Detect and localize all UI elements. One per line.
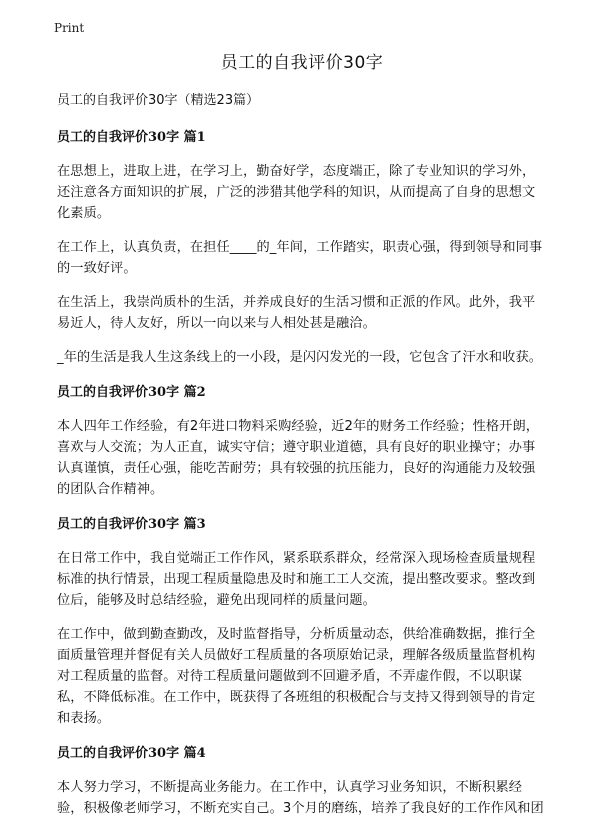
paragraph: 在工作中，做到勤查勤改，及时监督指导，分析质量动态，供给准确数据，推行全面质量管理并督促有关人员做好工程质量的各项原始记录，理解各级质量监督机构对工程质量的监督。对待工程质量问题做到不回避矛盾，不弄虚作假，不以职谋私，不降低标准。在工作中，既获得了各班组的积极配合与支持又得到领导的肯定和表扬。 bbox=[57, 627, 536, 726]
section-2 bbox=[57, 381, 547, 500]
document-subtitle: 员工的自我评价30字（精选23篇） bbox=[57, 93, 260, 108]
section-heading: 员工的自我评价30字 篇1 bbox=[57, 130, 206, 145]
paragraph: 在生活上，我崇尚质朴的生活，并养成良好的生活习惯和正派的作风。此外，我平易近人，待人友好，所以一向以来与人相处甚是融洽。 bbox=[57, 295, 536, 331]
page-title: 员工的自我评价30字 bbox=[220, 53, 384, 73]
paragraph: 在日常工作中，我自觉端正工作作风，紧系联系群众，经常深入现场检查质量规程标准的执行情景，出现工程质量隐患及时和施工工人交流，提出整改要求。整改到位后，能够及时总结经验，避免出现同样的质量问题。 bbox=[57, 551, 536, 608]
section-4 bbox=[57, 742, 547, 819]
section-heading: 员工的自我评价30字 篇3 bbox=[57, 517, 206, 532]
section-1 bbox=[57, 126, 547, 368]
paragraph: 在思想上，进取上进，在学习上，勤奋好学，态度端正，除了专业知识的学习外，还注意各方面知识的扩展，广泛的涉猎其他学科的知识，从而提高了自身的思想文化素质。 bbox=[57, 164, 536, 221]
section-3 bbox=[57, 513, 547, 729]
print-link[interactable]: Print bbox=[54, 21, 85, 35]
paragraph: 本人努力学习，不断提高业务能力。在工作中，认真学习业务知识，不断积累经验，积极像老师学习，不断充实自己。3个月的磨练，培养了我良好的工作作风和团 bbox=[57, 780, 544, 816]
document-page bbox=[57, 48, 547, 832]
section-heading: 员工的自我评价30字 篇2 bbox=[57, 385, 206, 400]
paragraph: _年的生活是我人生这条线上的一小段，是闪闪发光的一段，它包含了汗水和收获。 bbox=[57, 350, 543, 365]
paragraph: 本人四年工作经验，有2年进口物料采购经验，近2年的财务工作经验；性格开朗，喜欢与人交流；为人正直，诚实守信；遵守职业道德，具有良好的职业操守；办事认真谨慎，责任心强，能吃苦耐劳；具有较强的抗压能力，良好的沟通能力及较强的团队合作精神。 bbox=[57, 419, 540, 497]
section-heading: 员工的自我评价30字 篇4 bbox=[57, 746, 206, 761]
paragraph: 在工作上，认真负责，在担任____的_年间，工作踏实，职责心强，得到领导和同事的一致好评。 bbox=[57, 240, 543, 276]
